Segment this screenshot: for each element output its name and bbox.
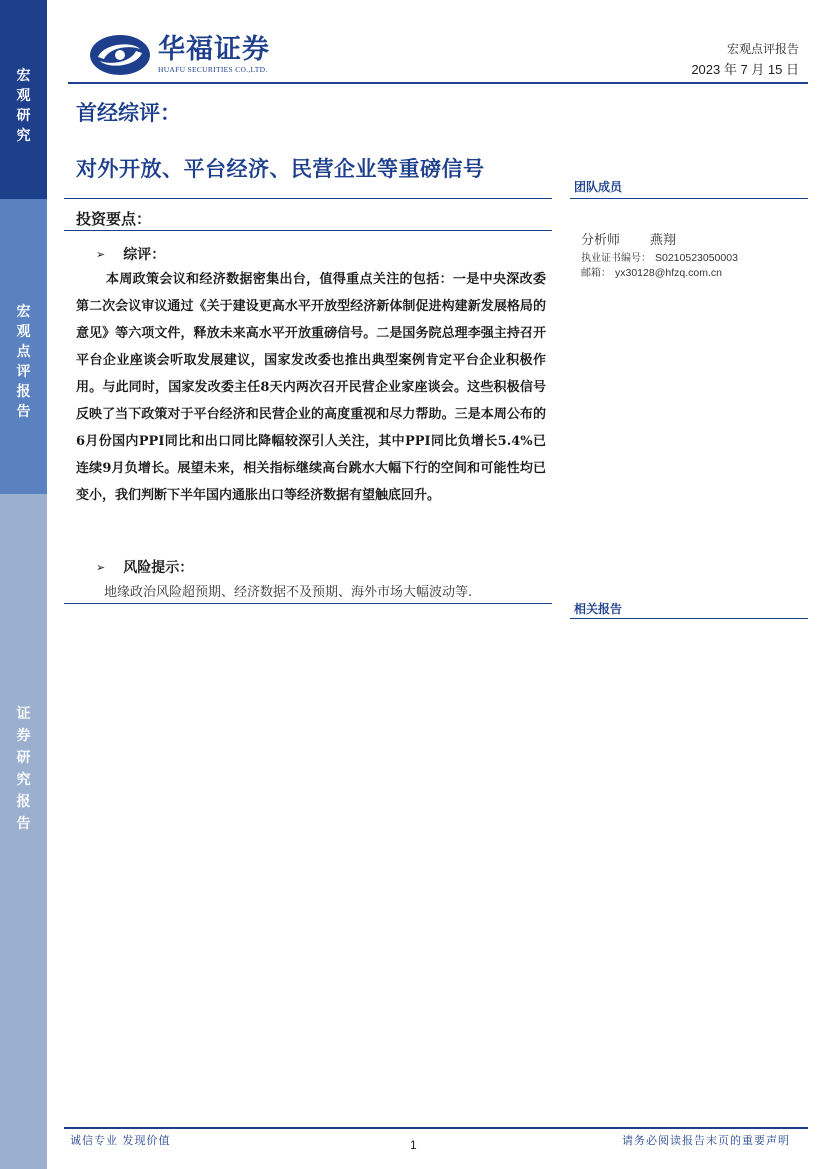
investment-highlights-heading: 投资要点： (76, 210, 152, 228)
analyst-name: 燕翔 (650, 233, 677, 248)
sidebar-char: 宏 (16, 68, 31, 84)
report-title: 对外开放、平台经济、民营企业等重磅信号 (76, 157, 485, 181)
sidebar-char: 告 (16, 404, 31, 420)
report-title-prefix: 首经综评： (76, 101, 181, 125)
bullet-risk (96, 557, 193, 577)
sidebar-char: 告 (16, 816, 31, 832)
logo-mark-icon (88, 33, 152, 77)
bullet-commentary-label: 综评： (123, 247, 166, 263)
sidebar-char: 评 (16, 364, 31, 380)
sidebar-char: 点 (16, 344, 31, 360)
related-reports-divider (570, 618, 808, 619)
related-reports-heading: 相关报告 (574, 602, 623, 616)
report-type: 宏观点评报告 (726, 42, 799, 56)
email-label: 邮箱： (581, 268, 611, 279)
certificate-row (581, 249, 738, 264)
sidebar-char: 观 (16, 88, 31, 104)
sidebar-char: 研 (16, 108, 31, 124)
sidebar-block-macro-research (0, 0, 47, 199)
risk-paragraph: 地缘政治风险超预期、经济数据不及预期、海外市场大幅波动等. (104, 585, 473, 600)
bullet-commentary (96, 244, 165, 264)
logo-chinese-name: 华福证券 (158, 34, 270, 65)
footer-disclaimer: 请务必阅读报告末页的重要声明 (622, 1134, 790, 1147)
bullet-risk-label: 风险提示： (123, 560, 194, 576)
page-number: 1 (410, 1138, 417, 1152)
analyst-row (581, 229, 676, 248)
sidebar-char: 券 (16, 728, 31, 744)
email-row (581, 264, 722, 279)
team-members-divider (570, 198, 808, 199)
footer-slogan: 诚信专业 发现价值 (70, 1134, 171, 1147)
sidebar-char: 证 (16, 706, 31, 722)
sidebar-block-securities-report (0, 494, 47, 1169)
sidebar-char: 报 (16, 384, 31, 400)
sidebar-char: 究 (16, 128, 31, 144)
sidebar-char: 观 (16, 324, 31, 340)
sidebar-char: 研 (16, 750, 31, 766)
certificate-number: S0210523050003 (655, 252, 738, 264)
commentary-paragraph: 本周政策会议和经济数据密集出台，值得重点关注的包括：一是中央深改委第二次会议审议通过《关于建设更高水平开放型经济新体制促进构建新发展格局的意见》等六项文件，释放未来高水平开放重磅信号。二是国务院总理李强主持召开平台企业座谈会听取发展建议，国家发改委也推出典型案例肯定平台企业积极作用。与此同时，国家发改委主任8天内两次召开民营企业家座谈会。这些积极信号反映了当下政策对于平台经济和民营企业的高度重视和尽力帮助。三是本周公布的6月份国内PPI同比和出口同比降幅较深引人关注，其中PPI同比负增长5.4%已连续9月负增长。展望未来，相关指标继续高台跳水大幅下行的空间和可能性均已变小，我们判断下半年国内通胀出口等经济数据有望触底回升。 (76, 272, 546, 503)
sidebar-char: 究 (16, 772, 31, 788)
arrow-bullet-icon: ➢ (96, 560, 106, 574)
logo-english-name: HUAFU SECURITIES CO.,LTD. (158, 65, 268, 74)
body-bottom-divider (64, 603, 552, 604)
arrow-bullet-icon: ➢ (96, 247, 106, 261)
title-divider (64, 198, 552, 199)
company-logo (88, 30, 270, 80)
footer-divider (64, 1127, 808, 1129)
analyst-label: 分析师 (581, 233, 621, 248)
team-members-heading: 团队成员 (574, 180, 623, 194)
email-address[interactable]: yx30128@hfzq.com.cn (615, 267, 722, 279)
section-divider (64, 230, 552, 231)
sidebar-char: 宏 (16, 304, 31, 320)
left-sidebar (0, 0, 47, 1169)
report-date: 2023 年 7 月 15 日 (691, 62, 799, 77)
header-divider (68, 82, 808, 84)
sidebar-block-macro-commentary (0, 199, 47, 494)
certificate-label: 执业证书编号： (581, 253, 651, 264)
sidebar-char: 报 (16, 794, 31, 810)
